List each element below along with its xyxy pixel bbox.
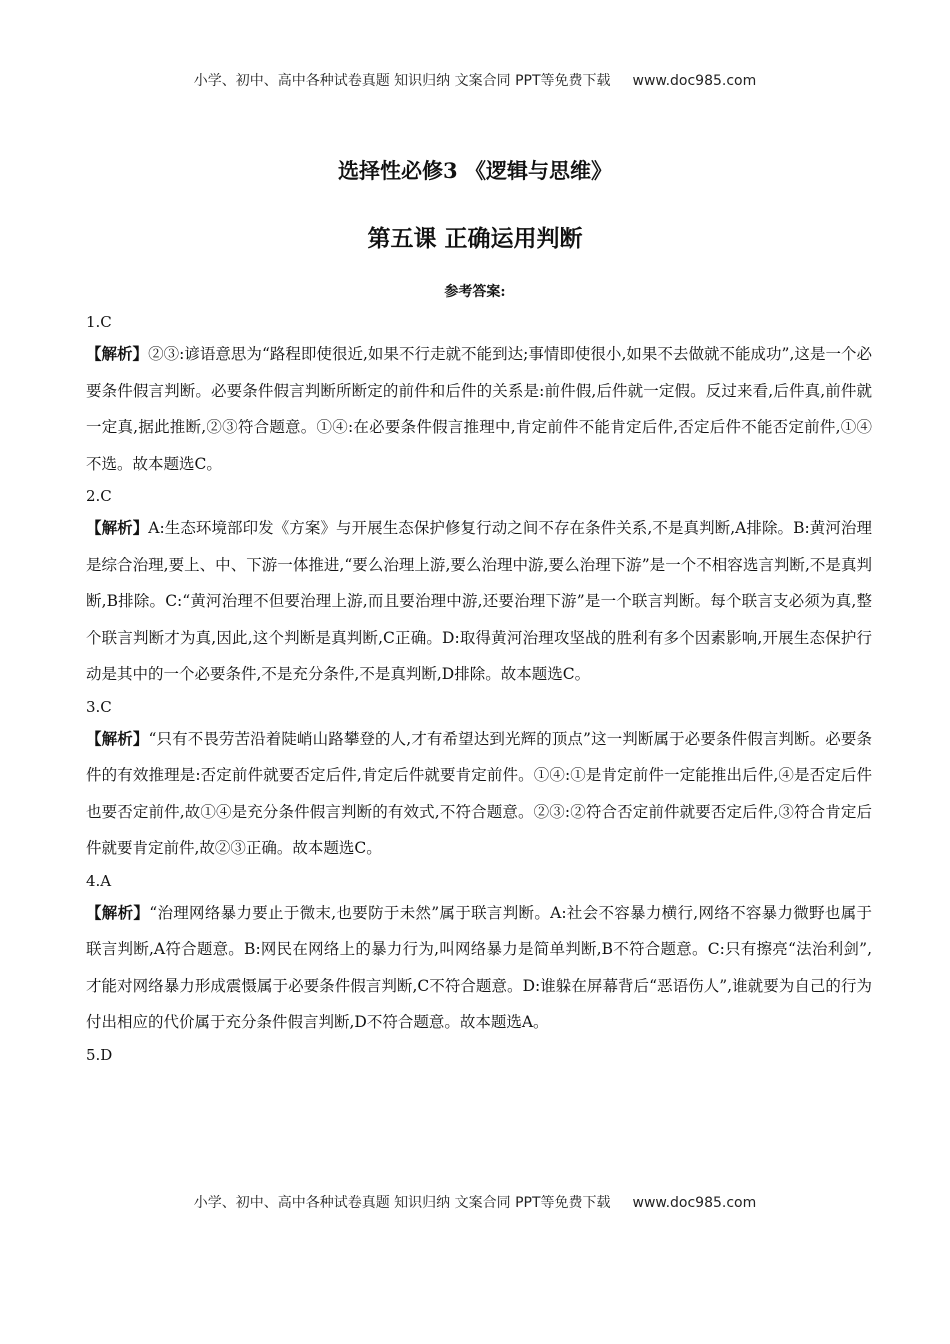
footer-text: 小学、初中、高中各种试卷真题 知识归纳 文案合同 PPT等免费下载 xyxy=(193,1195,611,1211)
analysis-tag: 【解析】 xyxy=(86,344,149,363)
page-header xyxy=(0,70,950,90)
header-site[interactable]: www.doc985.com xyxy=(632,73,757,89)
answer-number: 3.C xyxy=(86,697,112,716)
analysis-paragraph xyxy=(86,336,872,482)
header-text: 小学、初中、高中各种试卷真题 知识归纳 文案合同 PPT等免费下载 xyxy=(193,73,611,89)
answer-item-5 xyxy=(86,1041,872,1069)
page-footer xyxy=(0,1192,950,1212)
footer-site[interactable]: www.doc985.com xyxy=(632,1195,757,1211)
answers-subtitle: 参考答案: xyxy=(444,284,506,300)
analysis-text: ②③:谚语意思为“路程即使很近,如果不行走就不能到达;事情即使很小,如果不去做就不能成功”,这是一个必要条件假言判断。必要条件假言判断所断定的前件和后件的关系是:前件假,后件就一定假。反过来看,后件真,前件就一定真,据此推断,②③符合题意。①④:在必要条件假言推理中,肯定前件不能肯定后件,否定后件不能否定前件,①④不选。故本题选C。 xyxy=(86,345,872,473)
analysis-paragraph xyxy=(86,721,872,867)
answer-number: 2.C xyxy=(86,487,112,505)
answer-number: 1.C xyxy=(86,313,112,331)
answer-number: 5.D xyxy=(86,1045,113,1064)
answer-item-2 xyxy=(86,482,872,693)
analysis-text: A:生态环境部印发《方案》与开展生态保护修复行动之间不存在条件关系,不是真判断,A排除。B:黄河治理是综合治理,要上、中、下游一体推进,“要么治理上游,要么治理中游,要么治理下游”是一个不相容选言判断,不是真判断,B排除。C:“黄河治理不但要治理上游,而且要治理中游,还要治理下游”是一个联言判断。每个联言支必须为真,整个联言判断才为真,因此,这个判断是真判断,C正确。D:取得黄河治理攻坚战的胜利有多个因素影响,开展生态保护行动是其中的一个必要条件,不是充分条件,不是真判断,D排除。故本题选C。 xyxy=(86,519,872,683)
analysis-text: “只有不畏劳苦沿着陡峭山路攀登的人,才有希望达到光辉的顶点”这一判断属于必要条件假言判断。必要条件的有效推理是:否定前件就要否定后件,肯定后件就要肯定前件。①④:①是肯定前件一定能推出后件,④是否定后件也要否定前件,故①④是充分条件假言判断的有效式,不符合题意。②③:②符合否定前件就要否定后件,③符合肯定后件就要肯定前件,故②③正确。故本题选C。 xyxy=(86,729,872,857)
lesson-title: 第五课 正确运用判断 xyxy=(367,225,583,252)
analysis-paragraph xyxy=(86,895,872,1041)
answer-list xyxy=(86,308,872,1069)
answer-item-4 xyxy=(86,867,872,1041)
answer-number: 4.A xyxy=(86,871,112,890)
answer-item-3 xyxy=(86,693,872,867)
analysis-text: “治理网络暴力要止于微末,也要防于未然”属于联言判断。A:社会不容暴力横行,网络不容暴力微野也属于联言判断,A符合题意。B:网民在网络上的暴力行为,叫网络暴力是简单判断,B不符合题意。C:只有擦亮“法治利剑”,才能对网络暴力形成震慑属于必要条件假言判断,C不符合题意。D:谁躲在屏幕背后“恶语伤人”,谁就要为自己的行为付出相应的代价属于充分条件假言判断,D不符合题意。故本题选A。 xyxy=(86,903,872,1031)
analysis-tag: 【解析】 xyxy=(86,728,149,748)
analysis-tag: 【解析】 xyxy=(86,902,150,922)
answer-item-1 xyxy=(86,308,872,482)
main-title: 选择性必修3 《逻辑与思维》 xyxy=(338,158,612,183)
analysis-paragraph xyxy=(86,510,872,693)
analysis-tag: 【解析】 xyxy=(86,518,149,537)
